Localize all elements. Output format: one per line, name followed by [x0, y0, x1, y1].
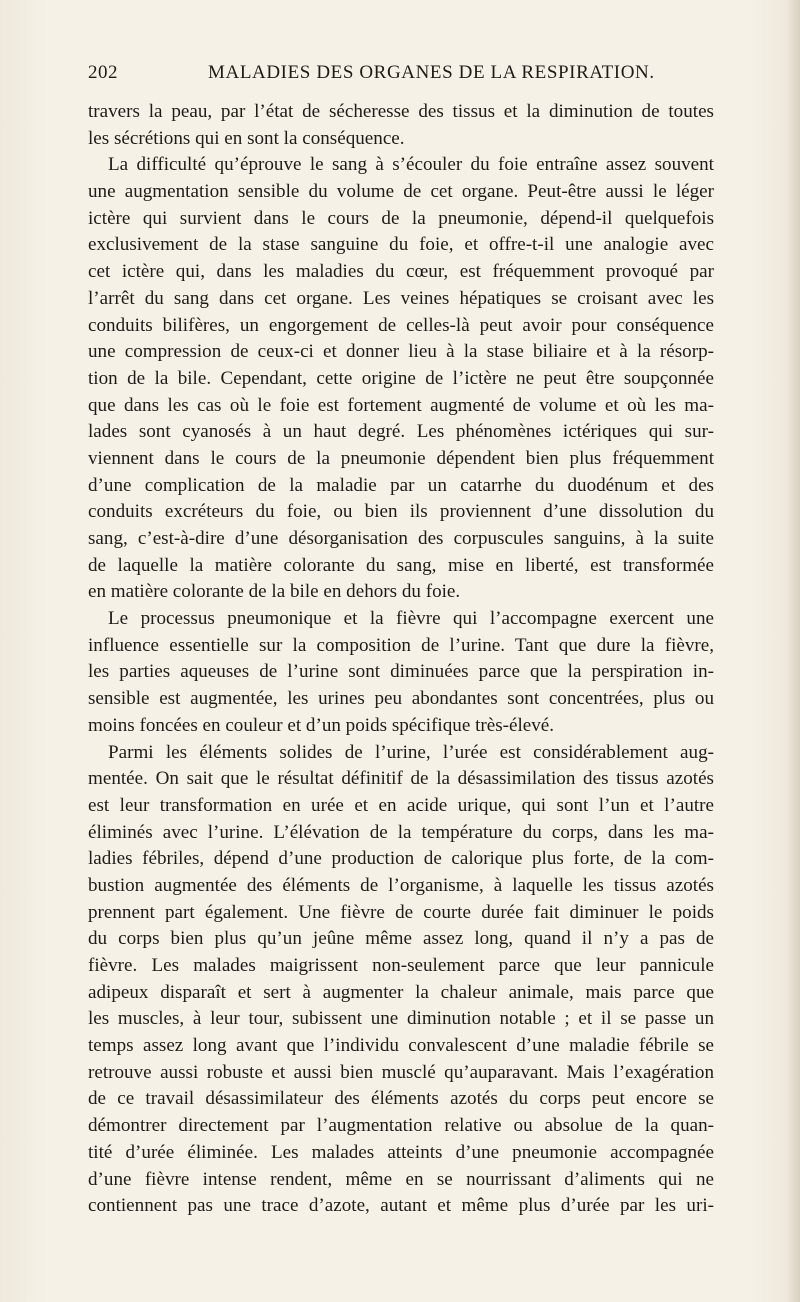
text-line: d’une complication de la maladie par un catarrhe du duodénum et des: [88, 474, 714, 496]
text-line: ictère qui survient dans le cours de la pneumonie, dépend-il quelquefois: [88, 207, 714, 229]
text-line: tion de la bile. Cependant, cette origine de l’ictère ne peut être soupçonnée: [88, 367, 714, 389]
text-line: de laquelle la matière colorante du sang, mise en liberté, est transformée: [88, 554, 714, 576]
page-edge-shadow: [786, 0, 800, 1302]
text-line: tité d’urée éliminée. Les malades atteints d’une pneumonie accompagnée: [88, 1141, 714, 1163]
text-line: sang, c’est-à-dire d’une désorganisation des corpuscules sanguins, à la suite: [88, 528, 714, 549]
text-line: viennent dans le cours de la pneumonie dépendent bien plus fréquemment: [88, 447, 714, 469]
page-header: [88, 62, 716, 90]
text-line: fièvre. Les malades maigrissent non-seulement parce que leur pannicule: [88, 955, 714, 976]
text-line: les parties aqueuses de l’urine sont diminuées parce que la perspiration in-: [88, 661, 714, 683]
running-title: MALADIES DES ORGANES DE LA RESPIRATION.: [208, 62, 655, 83]
text-line: conduits bilifères, un engorgement de celles-là peut avoir pour conséquence: [88, 314, 714, 336]
text-line: Le processus pneumonique et la fièvre qui l’accompagne exercent une: [108, 608, 714, 630]
text-line: en matière colorante de la bile en dehors du foie.: [88, 581, 461, 603]
text-line: une compression de ceux-ci et donner lieu à la stase biliaire et à la résorp-: [88, 341, 714, 363]
text-line: lades sont cyanosés à un haut degré. Les phénomènes ictériques qui sur-: [88, 421, 714, 443]
text-line: d’une fièvre intense rendent, même en se nourrissant d’aliments qui ne: [88, 1168, 714, 1190]
text-line: les muscles, à leur tour, subissent une diminution notable ; et il se passe un: [88, 1008, 714, 1030]
page-number: 202: [88, 62, 118, 83]
text-line: retrouve aussi robuste et aussi bien musclé qu’auparavant. Mais l’exagération: [88, 1061, 714, 1083]
text-line: du corps bien plus qu’un jeûne même assez long, quand il n’y a pas de: [88, 928, 714, 950]
text-line: adipeux disparaît et sert à augmenter la chaleur animale, mais parce que: [88, 981, 714, 1003]
text-line: exclusivement de la stase sanguine du foie, et offre-t-il une analogie avec: [88, 234, 714, 256]
text-line: cet ictère qui, dans les maladies du cœur, est fréquemment provoqué par: [88, 261, 714, 283]
text-line: mentée. On sait que le résultat définitif de la désassimilation des tissus azotés: [88, 768, 714, 790]
text-line: est leur transformation en urée et en acide urique, qui sont l’un et l’autre: [88, 794, 714, 816]
text-line: les sécrétions qui en sont la conséquence.: [88, 127, 405, 149]
text-line: sensible est augmentée, les urines peu abondantes sont concentrées, plus ou: [88, 688, 714, 710]
text-line: temps assez long avant que l’individu convalescent d’une maladie fébrile se: [88, 1035, 714, 1057]
text-line: de ce travail désassimilateur des éléments azotés du corps peut encore se: [88, 1088, 714, 1110]
text-line: ladies fébriles, dépend d’une production de calorique plus forte, de la com-: [88, 848, 714, 870]
text-line: influence essentielle sur la composition de l’urine. Tant que dure la fièvre,: [88, 634, 714, 656]
text-line: contiennent pas une trace d’azote, autant et même plus d’urée par les uri-: [88, 1195, 714, 1217]
text-line: conduits excréteurs du foie, ou bien ils proviennent d’une dissolution du: [88, 501, 714, 523]
body-text: [88, 99, 714, 1220]
text-line: éliminés avec l’urine. L’élévation de la température du corps, dans les ma-: [88, 821, 714, 843]
text-line: La difficulté qu’éprouve le sang à s’écouler du foie entraîne assez souvent: [108, 154, 714, 176]
text-line: l’arrêt du sang dans cet organe. Les veines hépatiques se croisant avec les: [88, 287, 714, 309]
text-line: prennent part également. Une fièvre de courte durée fait diminuer le poids: [88, 901, 714, 923]
text-line: Parmi les éléments solides de l’urine, l’urée est considérablement aug-: [108, 741, 714, 763]
text-line: bustion augmentée des éléments de l’organisme, à laquelle les tissus azotés: [88, 874, 714, 896]
text-line: une augmentation sensible du volume de cet organe. Peut-être aussi le léger: [88, 181, 714, 203]
text-line: que dans les cas où le foie est fortement augmenté de volume et où les ma-: [88, 394, 714, 416]
text-line: travers la peau, par l’état de sécheresse des tissus et la diminution de toutes: [88, 101, 714, 122]
text-line: moins foncées en couleur et d’un poids spécifique très-élevé.: [88, 714, 555, 736]
text-line: démontrer directement par l’augmentation relative ou absolue de la quan-: [88, 1115, 714, 1137]
